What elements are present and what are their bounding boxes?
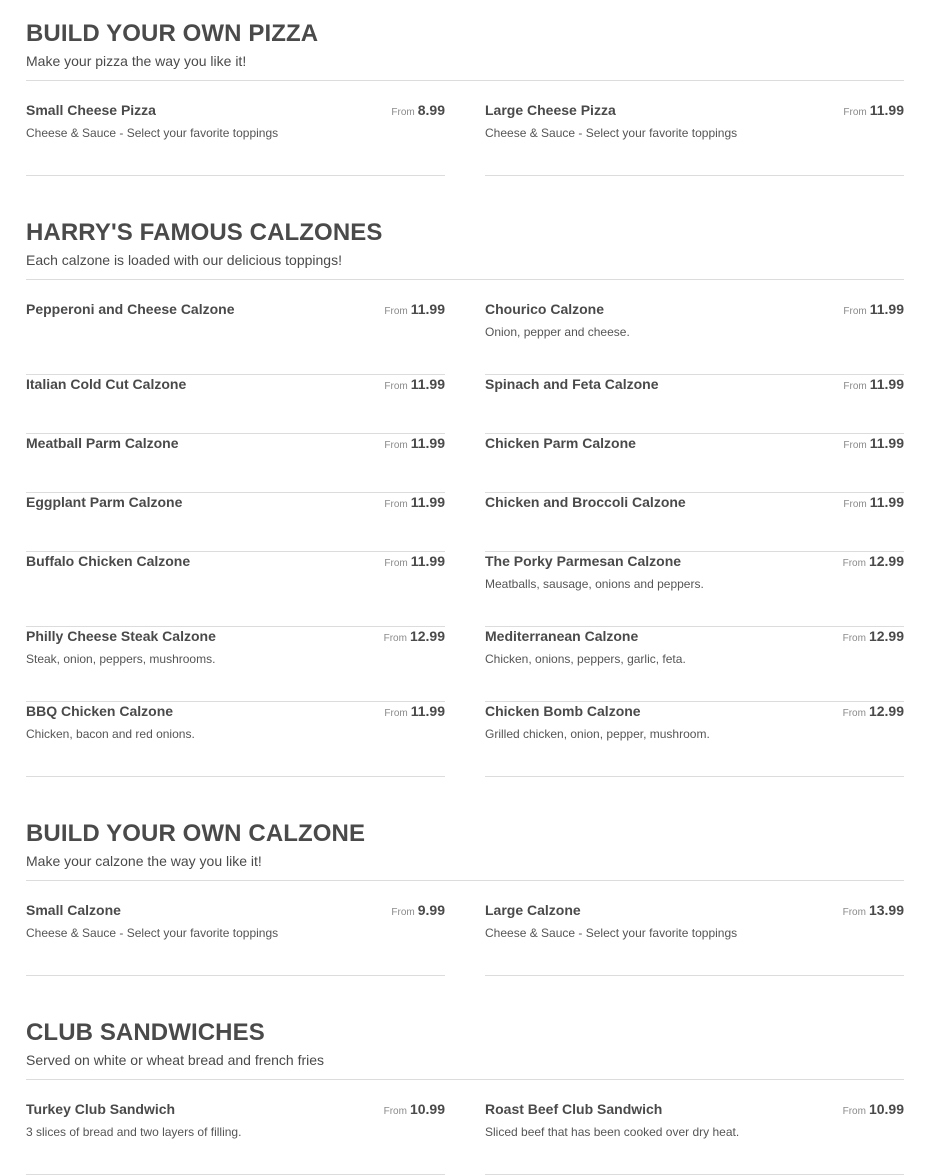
item-name: Turkey Club Sandwich	[26, 1101, 176, 1117]
item-price	[391, 901, 445, 922]
item-price	[843, 375, 904, 396]
item-description: Steak, onion, peppers, mushrooms.	[26, 652, 216, 666]
menu-item-bbq-chicken-calzone[interactable]	[26, 702, 445, 777]
price-from-label: From	[842, 907, 866, 918]
price-value: 11.99	[869, 494, 904, 510]
price-value: 11.99	[410, 301, 445, 317]
menu-item-meatball-parm-calzone[interactable]	[26, 434, 445, 493]
price-from-label: From	[383, 633, 407, 644]
section-subtitle: Make your pizza the way you like it!	[26, 53, 247, 69]
price-value: 10.99	[868, 1101, 904, 1117]
section-divider	[26, 1079, 904, 1080]
price-value: 11.99	[869, 301, 904, 317]
menu-item-large-calzone[interactable]	[485, 901, 904, 976]
menu-item-mediterranean-calzone[interactable]	[485, 627, 904, 702]
item-name: Small Calzone	[26, 902, 121, 918]
item-description: Chicken, onions, peppers, garlic, feta.	[485, 652, 686, 666]
item-divider	[485, 975, 904, 976]
item-name: Chourico Calzone	[485, 301, 605, 317]
price-value: 11.99	[410, 494, 445, 510]
item-name: Mediterranean Calzone	[485, 628, 639, 644]
menu-item-chicken-parm-calzone[interactable]	[485, 434, 904, 493]
section-subtitle: Served on white or wheat bread and french fries	[26, 1052, 325, 1068]
item-description: Cheese & Sauce - Select your favorite toppings	[26, 926, 279, 940]
section-divider	[26, 880, 904, 881]
item-name: Italian Cold Cut Calzone	[26, 376, 187, 392]
price-from-label: From	[843, 499, 867, 510]
price-value: 11.99	[410, 376, 445, 392]
item-price	[384, 1100, 445, 1121]
item-name: Large Calzone	[485, 902, 581, 918]
item-divider	[26, 175, 445, 176]
price-from-label: From	[384, 708, 408, 719]
item-description: Cheese & Sauce - Select your favorite toppings	[26, 126, 279, 140]
item-divider	[485, 175, 904, 176]
item-price	[843, 627, 904, 648]
item-name: Roast Beef Club Sandwich	[485, 1101, 663, 1117]
menu-item-spinach-and-feta-calzone[interactable]	[485, 375, 904, 434]
price-value: 11.99	[410, 703, 445, 719]
item-name: BBQ Chicken Calzone	[26, 703, 174, 719]
price-from-label: From	[384, 499, 408, 510]
item-price	[843, 300, 904, 321]
price-value: 11.99	[869, 102, 904, 118]
price-from-label: From	[843, 381, 867, 392]
menu-item-chicken-bomb-calzone[interactable]	[485, 702, 904, 777]
price-value: 11.99	[410, 553, 445, 569]
price-value: 12.99	[868, 628, 904, 644]
price-from-label: From	[384, 558, 408, 569]
item-price	[843, 434, 904, 455]
item-price	[384, 702, 445, 723]
item-name: Small Cheese Pizza	[26, 102, 156, 118]
item-divider	[26, 776, 445, 777]
section-title: CLUB SANDWICHES	[26, 1019, 265, 1046]
section-divider	[26, 80, 904, 81]
price-from-label: From	[842, 633, 866, 644]
price-from-label: From	[383, 1106, 407, 1117]
item-description: Sliced beef that has been cooked over dry heat.	[485, 1125, 740, 1139]
price-from-label: From	[384, 440, 408, 451]
price-value: 11.99	[869, 376, 904, 392]
item-price	[384, 434, 445, 455]
price-value: 10.99	[409, 1101, 445, 1117]
item-description: Grilled chicken, onion, pepper, mushroom.	[485, 727, 710, 741]
price-value: 13.99	[868, 902, 904, 918]
price-value: 12.99	[409, 628, 445, 644]
menu-item-philly-cheese-steak-calzone[interactable]	[26, 627, 445, 702]
item-name: Pepperoni and Cheese Calzone	[26, 301, 235, 317]
item-name: Philly Cheese Steak Calzone	[26, 628, 216, 644]
menu-item-the-porky-parmesan-calzone[interactable]	[485, 552, 904, 627]
section-title: BUILD YOUR OWN PIZZA	[26, 20, 319, 47]
price-from-label: From	[843, 107, 867, 118]
price-value: 8.99	[417, 102, 445, 118]
item-divider	[26, 975, 445, 976]
item-name: Chicken Parm Calzone	[485, 435, 636, 451]
menu-item-italian-cold-cut-calzone[interactable]	[26, 375, 445, 434]
item-name: Meatball Parm Calzone	[26, 435, 179, 451]
item-name: Chicken Bomb Calzone	[485, 703, 641, 719]
menu-item-chourico-calzone[interactable]	[485, 300, 904, 375]
price-value: 11.99	[869, 435, 904, 451]
item-name: The Porky Parmesan Calzone	[485, 553, 682, 569]
price-from-label: From	[391, 107, 415, 118]
item-price	[843, 493, 904, 514]
item-price	[384, 627, 445, 648]
item-price	[391, 101, 445, 122]
item-description: Cheese & Sauce - Select your favorite toppings	[485, 126, 738, 140]
item-name: Spinach and Feta Calzone	[485, 376, 659, 392]
menu-item-large-cheese-pizza[interactable]	[485, 101, 904, 176]
price-from-label: From	[843, 440, 867, 451]
price-value: 12.99	[868, 553, 904, 569]
item-description: Chicken, bacon and red onions.	[26, 727, 195, 741]
menu-item-buffalo-chicken-calzone[interactable]	[26, 552, 445, 627]
item-price	[384, 375, 445, 396]
item-name: Buffalo Chicken Calzone	[26, 553, 191, 569]
item-description: Onion, pepper and cheese.	[485, 325, 630, 339]
item-description: Meatballs, sausage, onions and peppers.	[485, 577, 704, 591]
price-from-label: From	[842, 708, 866, 719]
price-value: 9.99	[417, 902, 445, 918]
price-value: 12.99	[868, 703, 904, 719]
item-price	[843, 552, 904, 573]
menu-item-chicken-and-broccoli-calzone[interactable]	[485, 493, 904, 552]
section-divider	[26, 279, 904, 280]
item-name: Chicken and Broccoli Calzone	[485, 494, 686, 510]
item-name: Eggplant Parm Calzone	[26, 494, 183, 510]
price-from-label: From	[384, 306, 408, 317]
item-price	[843, 901, 904, 922]
item-price	[384, 300, 445, 321]
price-from-label: From	[843, 306, 867, 317]
item-price	[843, 1100, 904, 1121]
item-price	[843, 702, 904, 723]
menu-item-small-cheese-pizza[interactable]	[26, 101, 445, 176]
section-title: HARRY'S FAMOUS CALZONES	[26, 219, 383, 246]
price-from-label: From	[391, 907, 415, 918]
item-price	[384, 493, 445, 514]
price-from-label: From	[842, 558, 866, 569]
price-from-label: From	[842, 1106, 866, 1117]
section-subtitle: Each calzone is loaded with our delicious toppings!	[26, 252, 342, 268]
menu-item-small-calzone[interactable]	[26, 901, 445, 976]
item-price	[384, 552, 445, 573]
item-description: 3 slices of bread and two layers of filling.	[26, 1125, 242, 1139]
item-name: Large Cheese Pizza	[485, 102, 616, 118]
item-price	[843, 101, 904, 122]
price-from-label: From	[384, 381, 408, 392]
item-divider	[485, 776, 904, 777]
section-title: BUILD YOUR OWN CALZONE	[26, 820, 366, 847]
price-value: 11.99	[410, 435, 445, 451]
item-description: Cheese & Sauce - Select your favorite toppings	[485, 926, 738, 940]
menu-item-eggplant-parm-calzone[interactable]	[26, 493, 445, 552]
section-subtitle: Make your calzone the way you like it!	[26, 853, 262, 869]
menu-item-pepperoni-and-cheese-calzone[interactable]	[26, 300, 445, 375]
